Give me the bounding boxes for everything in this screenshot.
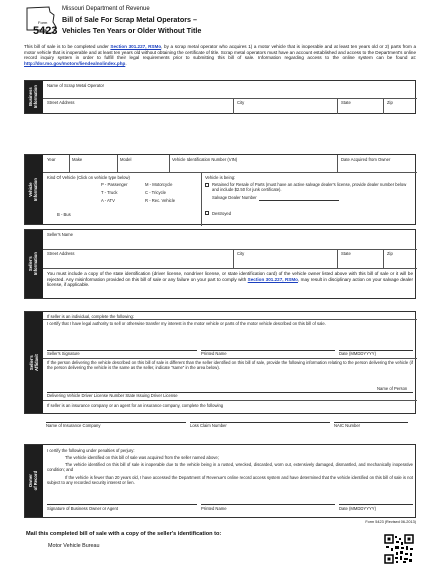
model-label: Model: [120, 157, 132, 162]
retained-checkbox[interactable]: [205, 183, 209, 187]
owner-certify-intro: I certify the following under penalties of perjury:: [47, 448, 135, 453]
seller-note-text-2: , may result in disciplinary action on your salvage dealer license, if applicable.: [47, 276, 413, 288]
bureau-address: Motor Vehicle Bureau: [48, 543, 100, 549]
owner-certification-section: [24, 444, 416, 518]
vehicle-type-bus[interactable]: B - Bus: [57, 212, 71, 217]
dealer-number-input[interactable]: [259, 200, 339, 201]
naic-number-label: NAIC Number: [334, 423, 361, 428]
business-state-label: State: [341, 100, 351, 105]
vin-label: Vehicle Identification Number (VIN): [172, 157, 238, 162]
intro-text-2: , by a scrap metal operator who acquires 1) a motor vehicle that is inoperable and at least ten years old or 2) parts from a motor vehicle that is inoperable and at least ten years old without obtaining the certificate of title. Scrap metal operators must have an account established and access to the Department's online record inquiry system in order to fulfill their legal requirements prior to submitting this bill of sale. Information regarding access to the online system can be found at:: [24, 44, 416, 61]
vehicle-being-label: Vehicle is being:: [205, 175, 236, 180]
form-title-line1: Bill of Sale For Scrap Metal Operators –: [62, 15, 198, 24]
seller-name-label: Seller's Name: [47, 232, 73, 237]
claim-number-label: Loss Claim Number: [190, 423, 227, 428]
owner-date-input[interactable]: [339, 504, 413, 505]
business-street-label: Street Address: [47, 100, 75, 105]
different-person-text: If the person delivering the vehicle described on this bill of sale is different than the seller identified on this bill of sale, provide the following information relating to the person delivering the vehicle (if the person delivering the vehicle is the same as the seller, indicate "same" in the area below).: [47, 360, 413, 370]
seller-affidavit-section: [24, 311, 416, 414]
destroyed-label: Destroyed: [212, 211, 232, 216]
seller-id-note: [47, 271, 413, 288]
certify-item-3: If the vehicle is fewer than 20 years old, I have accessed the Department of Revenue's online record access system and have determined that the vehicle identified on this bill of sale is not subject to any recorded security interest or lien.: [47, 475, 413, 485]
form-number: 5423: [33, 25, 58, 37]
intro-text-1: This bill of sale is to be completed under: [24, 44, 111, 49]
insurance-name-label: Name of Insurance Company: [46, 423, 101, 428]
form-title-line2: Vehicles Ten Years or Older Without Title: [62, 26, 202, 35]
seller-date-label: Date (MMDDYYYY): [339, 351, 376, 356]
intro-paragraph: [24, 44, 416, 66]
owner-date-label: Date (MMDDYYYY): [339, 506, 376, 511]
individual-header: If seller is an individual, complete the following:: [47, 314, 135, 319]
vehicle-type-truck[interactable]: T - Truck: [101, 190, 118, 195]
seller-printed-name-label: Printed Name: [201, 351, 227, 356]
seller-information-section: [24, 229, 416, 299]
insurance-row: [42, 418, 416, 432]
seller-note-text-1: You must include a copy of the state identification (driver license, nondriver license, or state identification card) of the vehicle owner listed above with this bill of sale or it will be rejected. Any misinformation provided on this bill of sale or any failure on your part to comply with: [47, 271, 413, 282]
vehicle-type-passenger[interactable]: P - Passenger: [101, 182, 128, 187]
operator-name-label: Name of Scrap Metal Operator: [47, 83, 105, 88]
form-label: Form: [38, 20, 48, 25]
statute-link[interactable]: Section 301.227, RSMo: [110, 44, 162, 49]
vehicle-side-label: Vehicle Information: [25, 155, 43, 224]
name-of-person-label: Name of Person: [377, 386, 408, 391]
owner-printed-name-input[interactable]: [201, 504, 335, 505]
seller-state-label: State: [341, 251, 351, 256]
vehicle-type-tricycle[interactable]: C - Tricycle: [145, 190, 166, 195]
form-revision: Form 5423 (Revised 06-2013): [365, 520, 416, 524]
qr-code-icon: [384, 534, 414, 564]
mail-instructions: Mail this completed bill of sale with a copy of the seller's identification to:: [26, 531, 222, 537]
agency-name: Missouri Department of Revenue: [62, 6, 150, 12]
seller-zip-label: Zip: [387, 251, 393, 256]
seller-street-label: Street Address: [47, 251, 75, 256]
certify-item-1: The vehicle identified on this bill of sale was acquired from the seller named above;: [65, 455, 219, 460]
delivering-license-label: Delivering Vehicle Driver License Number State Issuing Driver License: [47, 393, 178, 398]
date-acquired-label: Date Acquired from Owner: [341, 157, 391, 162]
owner-signature-input[interactable]: [47, 504, 197, 505]
owner-signature-label: Signature of Business Owner or Agent: [47, 506, 118, 511]
insurance-header: If seller is an insurance company or an agent for an insurance company, complete the following: [47, 403, 224, 408]
dor-url-link[interactable]: http://dor.mo.gov/motorv/liendealnolindex.php: [24, 60, 126, 66]
vehicle-kind-label: Kind Of Vehicle (Click on vehicle type below): [47, 175, 130, 180]
business-information-section: [24, 80, 416, 114]
individual-certify-text: I certify that I have legal authority to sell or otherwise transfer my interest in the motor vehicle or parts of the motor vehicle described on this bill of sale.: [47, 321, 326, 326]
owner-printed-name-label: Printed Name: [201, 506, 227, 511]
dealer-number-label: Salvage Dealer Number: [212, 195, 257, 200]
operator-name-input[interactable]: [47, 89, 415, 97]
vehicle-type-rec-vehicle[interactable]: R - Rec. Vehicle: [145, 198, 176, 203]
certify-item-2: The vehicle identified on this bill of sale is inoperable due to the vehicle being in a rusted, wrecked, discarded, worn out, extensively damaged, dismantled, and mechanically inoperative condition; and: [47, 462, 413, 472]
retained-text: Retained for Resale of Parts (must have an active salvage dealer's license, provide dealer number below and include $2.50 for junk certificate).: [212, 182, 407, 192]
vehicle-type-motorcycle[interactable]: M - Motorcycle: [145, 182, 173, 187]
vehicle-information-section: [24, 154, 416, 225]
seller-statute-link[interactable]: Section 301.227, RSMo: [247, 276, 298, 282]
seller-side-label: Seller's Information: [25, 230, 43, 298]
seller-signature-label: Seller's Signature: [47, 351, 80, 356]
intro-text-3: .: [125, 60, 127, 66]
business-side-label: Business Information: [25, 81, 43, 113]
year-label: Year: [47, 157, 56, 162]
vehicle-type-atv[interactable]: A - ATV: [101, 198, 115, 203]
business-zip-label: Zip: [387, 100, 393, 105]
make-label: Make: [72, 157, 83, 162]
business-city-label: City: [237, 100, 245, 105]
seller-city-label: City: [237, 251, 245, 256]
destroyed-checkbox[interactable]: [205, 211, 209, 215]
owner-side-label: Owner of Record: [25, 445, 43, 517]
affidavit-side-label: Seller's Affidavit: [25, 312, 43, 413]
